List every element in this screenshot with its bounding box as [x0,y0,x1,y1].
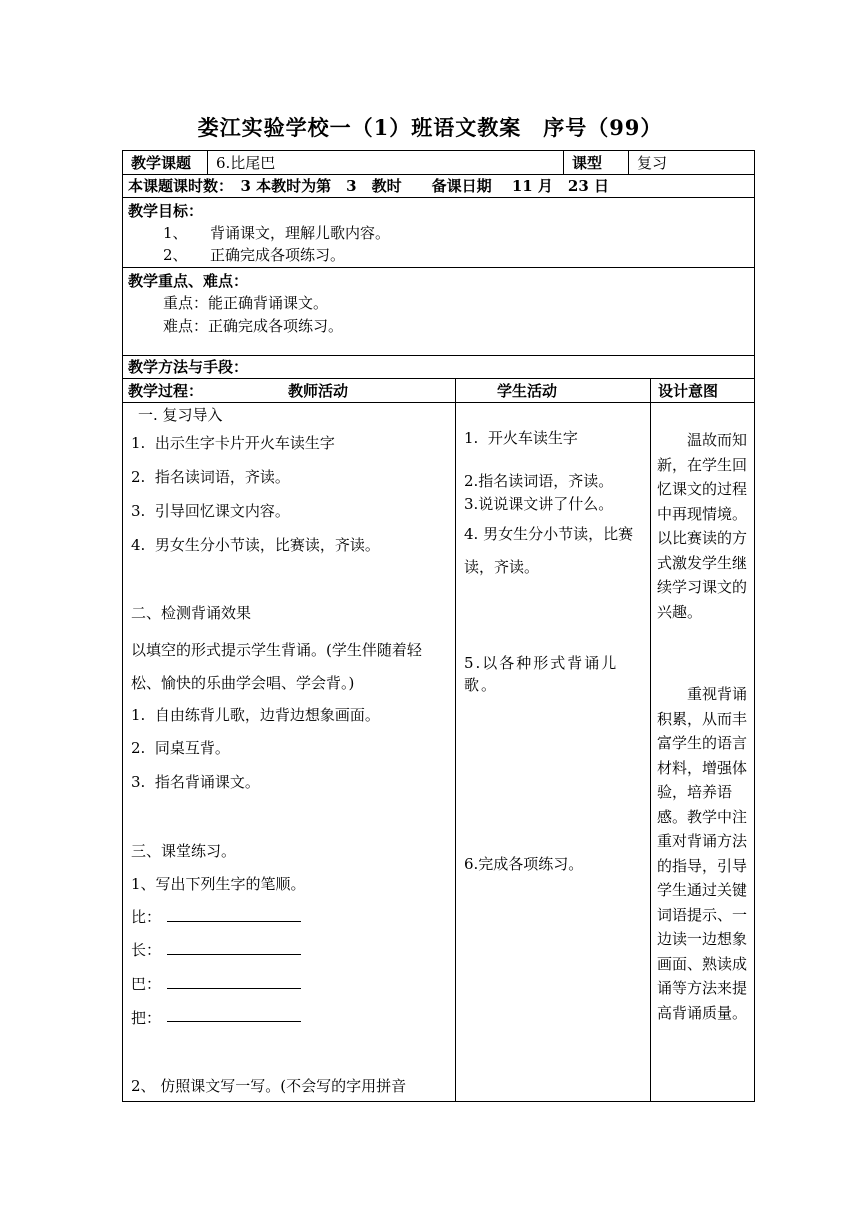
teacher-item: 4. 男女生分小节读，比赛读，齐读。 [131,536,380,554]
student-item: 4. 男女生分小节读，比赛读，齐读。 [464,525,634,576]
section-title: 一. 复习导入 [138,406,223,424]
teacher-item: 3. 指名背诵课文。 [131,773,260,791]
intent-column-header: 设计意图 [658,382,719,400]
section-title: 三、课堂练习。 [131,842,237,860]
answer-blank [167,921,301,922]
exercise-question: 2、 仿照课文写一写。(不会写的字用拼音 [131,1077,407,1095]
topic-value: 6.比尾巴 [216,154,276,172]
student-item: 2.指名读词语，齐读。 [464,472,614,490]
answer-blank [167,988,301,989]
teacher-paragraph: 以填空的形式提示学生背诵。(学生伴随着轻松、愉快的乐曲学会唱、学会背。) [131,641,422,692]
answer-blank [167,954,301,955]
type-value: 复习 [637,154,668,172]
keypoint-item: 难点：正确完成各项练习。 [163,317,344,335]
hours-line: 本课题课时数： 3 本教时为第 3 教时 备课日期 11 月 23 日 [128,177,610,195]
exercise-question: 1、写出下列生字的笔顺。 [131,875,306,893]
intent-paragraph: 重视背诵积累，从而丰富学生的语言材料，增强体验，培养语感。教学中注重对背诵方法的指导，引导学生通过关键词语提示、一边读一边想象画面、熟读成诵等方法来提高背诵质量。 [657,685,748,1022]
keypoints-label: 教学重点、难点： [128,272,249,290]
teacher-column-header: 教师活动 [288,382,349,400]
student-item: 6.完成各项练习。 [464,855,584,873]
teacher-item: 2. 指名读词语，齐读。 [131,468,290,486]
process-label: 教学过程： [128,382,204,400]
stroke-char-label: 巴： [131,975,162,993]
student-item: 1. 开火车读生字 [464,429,578,447]
stroke-char-label: 比： [131,908,162,926]
section-title: 二、检测背诵效果 [131,604,252,622]
keypoint-item: 重点：能正确背诵课文。 [163,294,329,312]
stroke-char-label: 把： [131,1009,162,1027]
intent-paragraph: 温故而知新，在学生回忆课文的过程中再现情境。以比赛读的方式激发学生继续学习课文的兴趣。 [657,431,748,621]
teacher-item: 1. 自由练背儿歌，边背边想象画面。 [131,706,380,724]
answer-blank [167,1021,301,1022]
methods-label: 教学方法与手段： [128,358,249,376]
objective-item: 1、 背诵课文，理解儿歌内容。 [163,224,391,242]
objectives-label: 教学目标： [128,202,204,220]
teacher-item: 3. 引导回忆课文内容。 [131,502,290,520]
topic-label: 教学课题 [131,154,192,172]
page-title: 娄江实验学校一（1）班语文教案 序号（99） [197,115,663,140]
student-item: 3.说说课文讲了什么。 [464,495,614,513]
type-label: 课型 [572,154,603,172]
student-item: 5.以各种形式背诵儿歌。 [464,654,619,694]
student-column-header: 学生活动 [497,382,558,400]
teacher-item: 1. 出示生字卡片开火车读生字 [131,434,335,452]
teacher-item: 2. 同桌互背。 [131,739,230,757]
objective-item: 2、 正确完成各项练习。 [163,246,346,264]
stroke-char-label: 长： [131,941,162,959]
